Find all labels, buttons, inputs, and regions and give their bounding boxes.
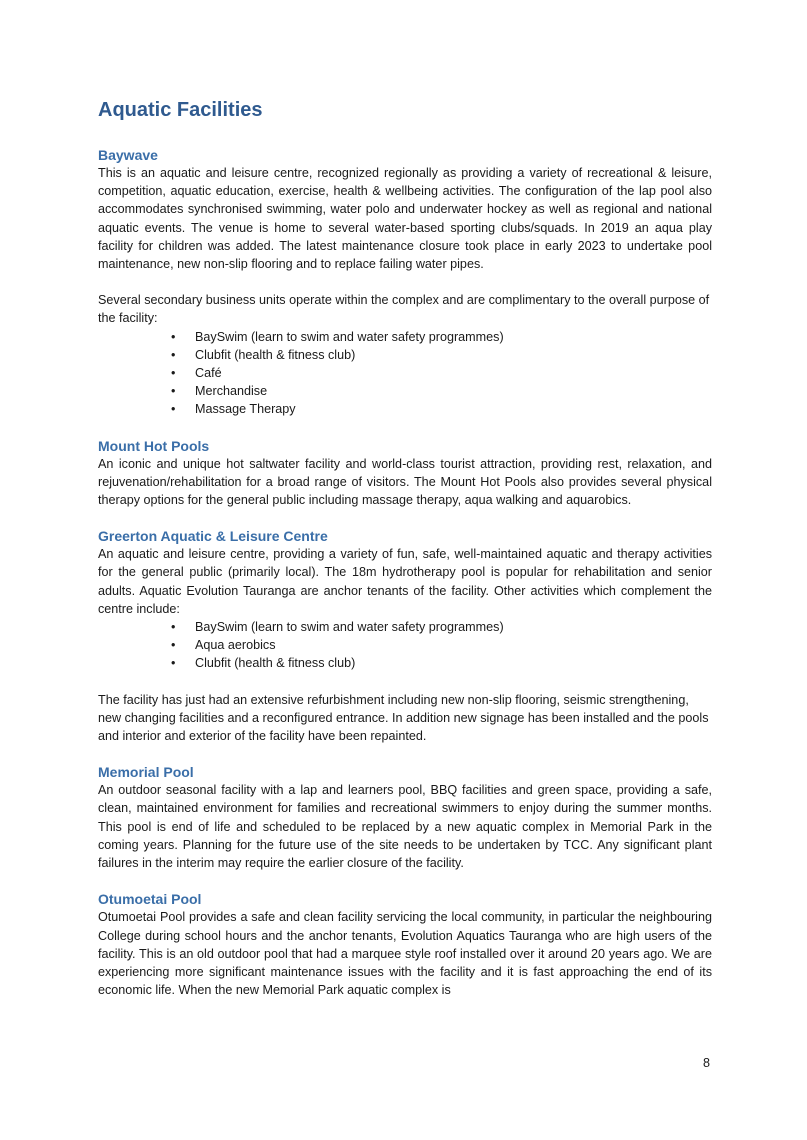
section-paragraph: An aquatic and leisure centre, providing a variety of fun, safe, well-maintained aquatic and therapy activities for the general public (primarily local). The 18m hydrotherapy pool is popular for rehabilitation and senior adults. Aquatic Evolution Tauranga are anchor tenants of the facility. Other activities which complement the centre include: [98, 547, 712, 616]
list-item: • Massage Therapy [195, 400, 712, 418]
section-paragraph: This is an aquatic and leisure centre, recognized regionally as providing a variety of recreational & leisure, competition, aquatic education, exercise, health & wellbeing activities. The configuration of the lap pool also accommodates synchronised swimming, water polo and underwater hockey as well as regional and national aquatic events. The venue is home to several water-based sporting clubs/squads. In 2019 an aqua play facility for children was added. The latest maintenance closure took place in early 2023 to undertake pool maintenance, new non-slip flooring and to replace failing water pipes. [98, 166, 712, 272]
section-heading: Baywave [98, 147, 158, 163]
section-paragraph: The facility has just had an extensive refurbishment including new non-slip flooring, seismic strengthening, new changing facilities and a reconfigured entrance. In addition new signage has been installed and the pools and interior and exterior of the facility have been repainted. [98, 692, 709, 744]
section-paragraph: Several secondary business units operate within the complex and are complimentary to the overall purpose of the facility: [98, 293, 710, 326]
section-paragraph: An outdoor seasonal facility with a lap and learners pool, BBQ facilities and green space, providing a safe, clean, maintained environment for families and recreational swimmers to enjoy during the summer months. This pool is end of life and scheduled to be replaced by a new aquatic complex in Memorial Park in the coming years. Planning for the future use of the site needs to be undertaken by TCC. Any significant plant failures in the interim may require the earlier closure of the facility. [98, 783, 712, 871]
section-heading: Memorial Pool [98, 764, 194, 781]
section-paragraph: An iconic and unique hot saltwater facility and world-class tourist attraction, providing rest, relaxation, and rejuvenation/rehabilitation for a broad range of visitors. The Mount Hot Pools also provides several physical therapy options for the general public including massage therapy, aqua walking and aquarobics. [98, 456, 712, 508]
list-item: • BaySwim (learn to swim and water safety programmes) [195, 328, 712, 346]
list-item: • Café [195, 364, 712, 382]
section-baywave [98, 146, 712, 419]
section-heading: Greerton Aquatic & Leisure Centre [98, 528, 328, 545]
section-heading: Otumoetai Pool [98, 891, 202, 908]
section-paragraph: Otumoetai Pool provides a safe and clean facility servicing the local community, in particular the neighbouring College during school hours and the anchor tenants, Evolution Aquatics Tauranga who are high users of the facility. This is an old outdoor pool that had a marquee style roof installed over it around 20 years ago. We are experiencing more significant maintenance issues with the facility and it is fast approaching the end of its economic life. When the new Memorial Park aquatic complex is [98, 910, 712, 998]
section-memorial-pool [98, 763, 712, 872]
list-item: • BaySwim (learn to swim and water safety programmes) [195, 618, 712, 636]
list-item: • Aqua aerobics [195, 636, 712, 654]
section-heading: Mount Hot Pools [98, 437, 210, 454]
list-item: • Merchandise [195, 382, 712, 400]
list-item: • Clubfit (health & fitness club) [195, 346, 712, 364]
list-item: • Clubfit (health & fitness club) [195, 654, 712, 672]
section-greerton [98, 527, 712, 745]
document-page [98, 96, 712, 999]
bullet-list [98, 618, 712, 673]
page-number: 8 [702, 1056, 710, 1070]
section-mount-hot-pools [98, 437, 712, 510]
bullet-list [98, 328, 712, 419]
section-otumoetai-pool [98, 890, 712, 999]
page-title: Aquatic Facilities [98, 99, 263, 121]
